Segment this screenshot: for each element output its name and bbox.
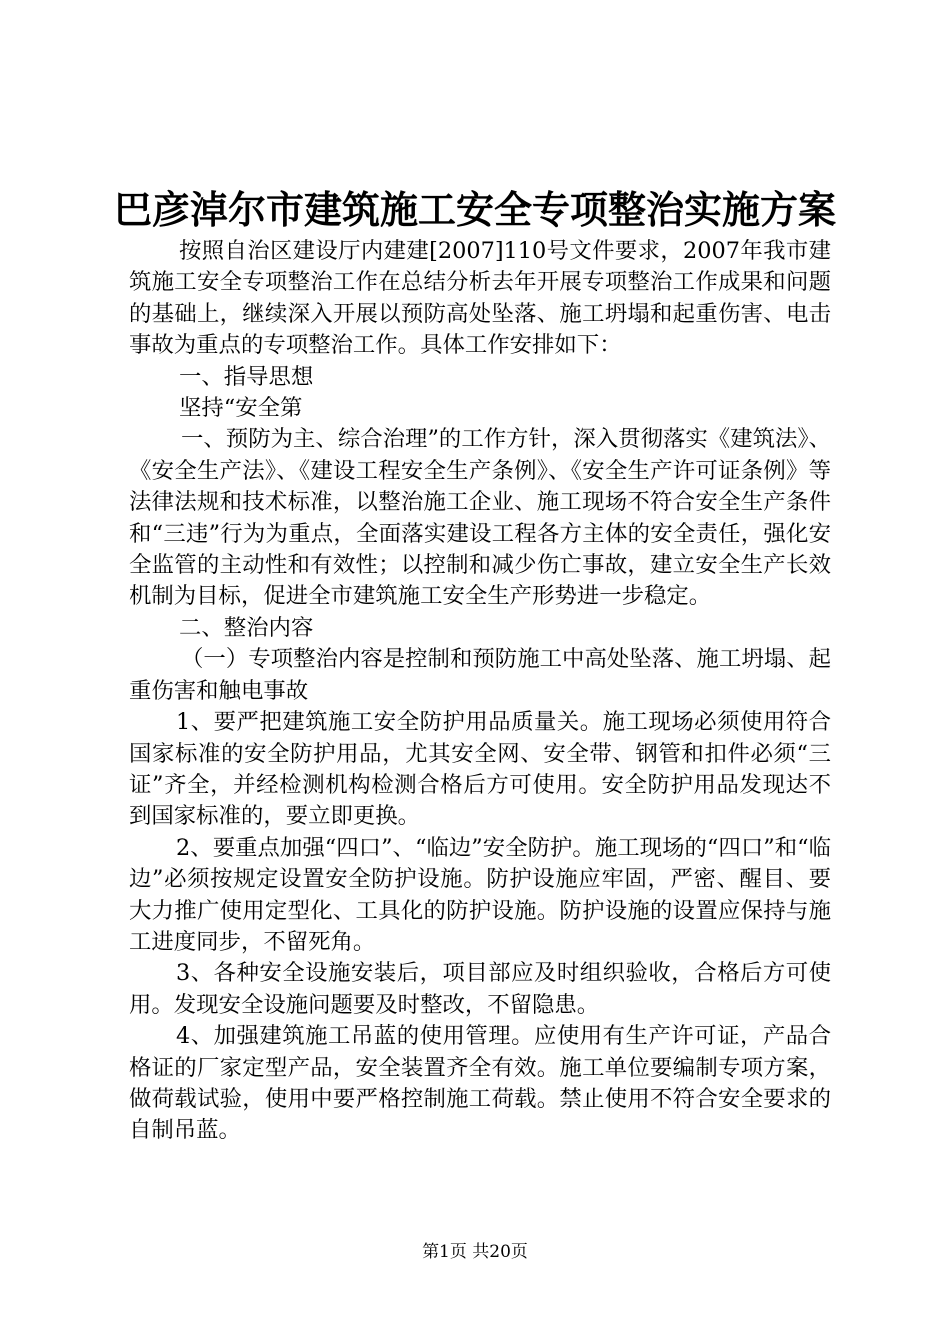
subsection-heading-1: （一）专项整治内容是控制和预防施工中高处坠落、施工坍塌、起重伤害和触电事故 <box>129 646 831 704</box>
document-title: 巴彦淖尔市建筑施工安全专项整治实施方案 <box>113 187 836 232</box>
guiding-principle-paragraph: 一、预防为主、综合治理”的工作方针，深入贯彻落实《建筑法》、《安全生产法》、《建设工程安全生产条例》、《安全生产许可证条例》等法律法规和技术标准，以整治施工企业、施工现场不符合安全生产条件和“三违”行为为重点，全面落实建设工程各方主体的安全责任，强化安全监管的主动性和有效性；以控制和减少伤亡事故，建立安全生产长效机制为目标，促进全市建筑施工安全生产形势进一步稳定。 <box>129 426 831 610</box>
section-heading-guiding-ideology: 一、指导思想 <box>179 363 314 390</box>
section-heading-rectification-content: 二、整治内容 <box>179 614 314 641</box>
list-item-2: 2、要重点加强“四口”、“临边”安全防护。施工现场的“四口”和“临边”必须按规定设置安全防护设施。防护设施应牢固，严密、醒目、要大力推广使用定型化、工具化的防护设施。防护设施的设置应保持与施工进度同步，不留死角。 <box>129 834 831 955</box>
document-body <box>129 236 831 1147</box>
page-footer: 第1页 共20页 <box>422 1242 528 1262</box>
list-item-1: 1、要严把建筑施工安全防护用品质量关。施工现场必须使用符合国家标准的安全防护用品，尤其安全网、安全带、钢管和扣件必须“三证”齐全，并经检测机构检测合格后方可使用。安全防护用品发现达不到国家标准的，要立即更换。 <box>129 709 831 830</box>
paragraph-fragment: 坚持“安全第 <box>179 395 303 422</box>
list-item-3: 3、各种安全设施安装后，项目部应及时组织验收，合格后方可使用。发现安全设施问题要及时整改，不留隐患。 <box>129 960 831 1018</box>
intro-paragraph: 按照自治区建设厅内建建[2007]110号文件要求，2007年我市建筑施工安全专项整治工作在总结分析去年开展专项整治工作成果和问题的基础上，继续深入开展以预防高处坠落、施工坍塌和起重伤害、电击事故为重点的专项整治工作。具体工作安排如下： <box>129 238 831 359</box>
list-item-4: 4、加强建筑施工吊蓝的使用管理。应使用有生产许可证，产品合格证的厂家定型产品，安全装置齐全有效。施工单位要编制专项方案，做荷载试验，使用中要严格控制施工荷载。禁止使用不符合安全要求的自制吊蓝。 <box>129 1023 831 1144</box>
